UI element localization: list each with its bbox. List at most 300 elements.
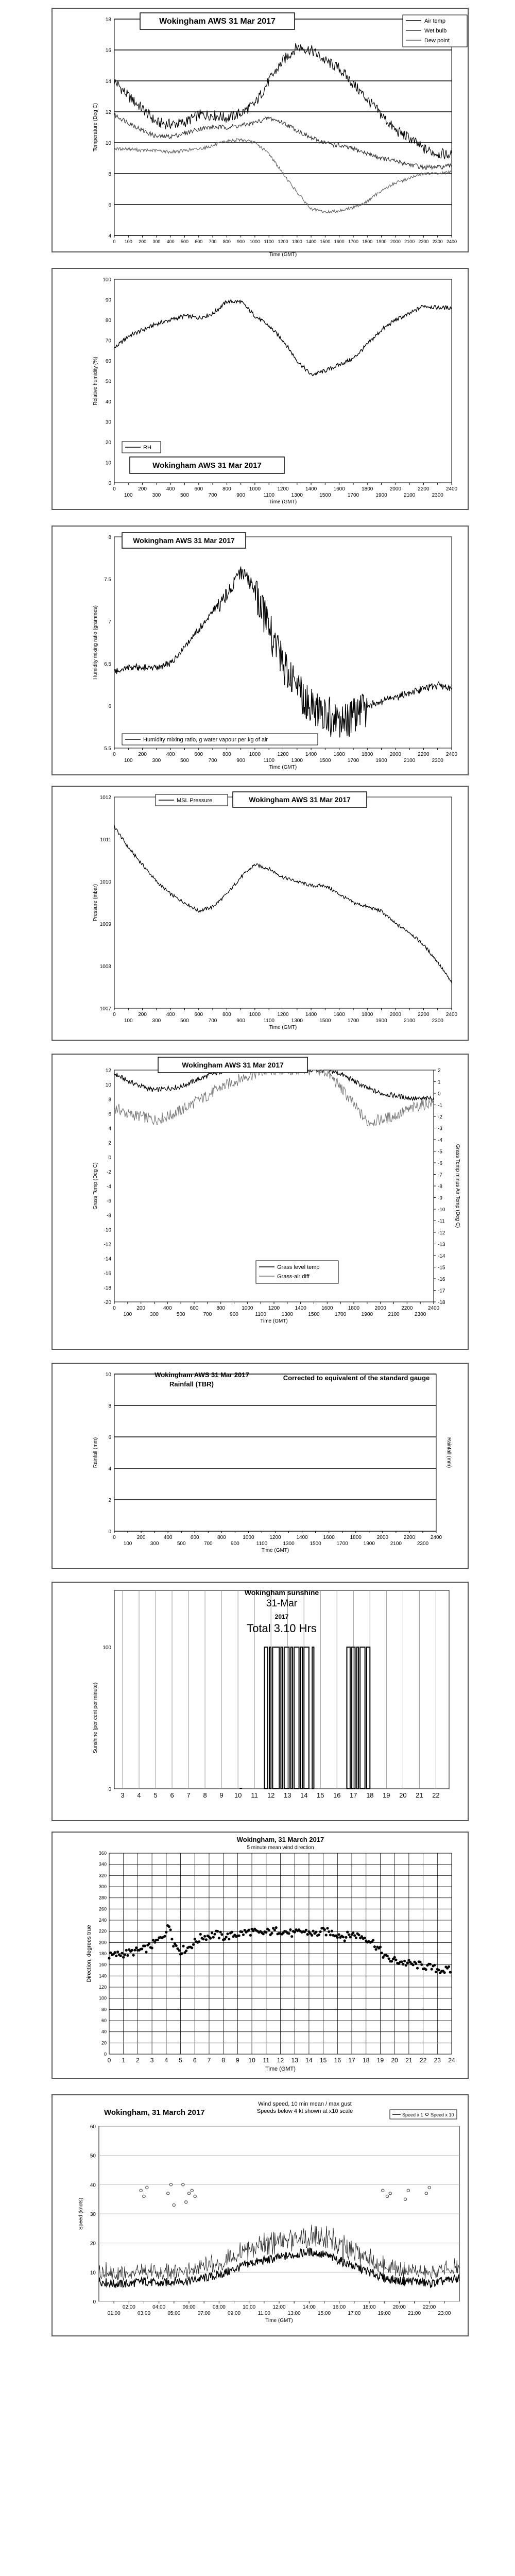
grass-temp-xtick-label: 1100 <box>255 1312 266 1317</box>
wind-direction-xtick-label: 9 <box>236 2057 239 2064</box>
grass-temp-ytick-right-label: -16 <box>438 1277 445 1282</box>
wind-speed-legend-swatch <box>425 2113 428 2115</box>
wind-direction-xtick-label: 7 <box>207 2057 211 2064</box>
grass-temp-xtick-label: 100 <box>123 1312 132 1317</box>
rainfall-xtick-label: 1200 <box>269 1535 281 1540</box>
mixing-ratio-ytick-label: 7 <box>108 619 111 625</box>
temperature-xtick-label: 1000 <box>249 239 260 244</box>
wind-direction-point <box>328 1930 330 1933</box>
humidity-xtick-label: 1500 <box>319 493 331 498</box>
grass-temp-xtick-label: 1900 <box>361 1312 373 1317</box>
wind-speed-xtick-label: 02:00 <box>122 2304 135 2310</box>
wind-speed-x10-point <box>389 2192 391 2195</box>
wind-direction-point <box>218 1937 220 1939</box>
wind-speed-xtick-label: 17:00 <box>348 2311 361 2316</box>
rainfall-title: Wokingham AWS 31 Mar 2017 <box>154 1371 249 1379</box>
wind-direction-ytick-label: 180 <box>98 1951 107 1956</box>
grass-temp-xtick-label: 1600 <box>321 1306 333 1311</box>
temperature-xtick-label: 1100 <box>264 239 274 244</box>
wind-direction-xlabel: Time (GMT) <box>265 2066 296 2072</box>
wind-direction-point <box>435 1971 437 1973</box>
grass-temp-ytick-right-label: -1 <box>438 1103 442 1109</box>
mixing-ratio-xtick-label: 1600 <box>333 752 345 757</box>
pressure-xtick-label: 1800 <box>362 1012 373 1018</box>
rainfall-xtick-label: 2400 <box>430 1535 442 1540</box>
grass-temp-ytick-label: -18 <box>104 1285 111 1291</box>
pressure-xtick-label: 2300 <box>432 1018 443 1024</box>
wind-direction-xtick-label: 10 <box>248 2057 255 2064</box>
wind-direction-xtick-label: 13 <box>291 2057 298 2064</box>
wind-direction-point <box>164 1935 166 1938</box>
wind-direction-title: Wokingham, 31 March 2017 <box>236 1836 324 1843</box>
wind-direction-point <box>415 1962 417 1964</box>
temperature-ytick-label: 4 <box>108 233 111 239</box>
mixing-ratio-title: Wokingham AWS 31 Mar 2017 <box>133 536 235 545</box>
pressure-ytick-label: 1010 <box>99 879 111 885</box>
wind-direction-ytick-label: 100 <box>98 1995 107 2001</box>
grass-temp-ytick-right-label: -5 <box>438 1149 442 1155</box>
grass-temp-ytick-right-label: -12 <box>438 1230 445 1236</box>
grass-temp-xtick-label: 1000 <box>242 1306 253 1311</box>
humidity-xtick-label: 1600 <box>333 486 345 492</box>
rainfall-xtick-label: 2000 <box>376 1535 388 1540</box>
wind-speed-xtick-label: 13:00 <box>287 2311 301 2316</box>
wind-direction-point <box>311 1934 313 1937</box>
wind-direction-point <box>405 1964 407 1967</box>
grass-temp-xtick-label: 1700 <box>335 1312 347 1317</box>
humidity-xtick-label: 1900 <box>375 493 387 498</box>
sunshine-xtick-label: 7 <box>186 1791 191 1799</box>
humidity-ytick-label: 30 <box>105 419 111 426</box>
wind-direction-point <box>352 1931 354 1934</box>
rainfall-ytick-label: 8 <box>108 1403 111 1409</box>
mixing-ratio-xtick-label: 400 <box>166 752 175 757</box>
wind-direction-ytick-label: 220 <box>98 1928 107 1934</box>
grass-temp-ytick-label: -4 <box>107 1184 111 1190</box>
grass-temp-xtick-label: 2400 <box>427 1306 440 1311</box>
wind-direction-ytick-label: 200 <box>98 1940 107 1945</box>
grass-temp-ytick-label: -10 <box>104 1227 111 1233</box>
rainfall-xtick-label: 1300 <box>283 1541 295 1547</box>
temperature-ytick-label: 14 <box>105 79 111 84</box>
wind-direction-point <box>429 1963 432 1965</box>
rainfall-ytick-label: 10 <box>105 1372 111 1378</box>
wind-direction-point <box>241 1930 243 1933</box>
temperature-ytick-label: 10 <box>105 141 111 146</box>
wind-direction-point <box>373 1945 376 1948</box>
rainfall-plot-area <box>114 1374 436 1531</box>
pressure-xtick-label: 100 <box>124 1018 133 1024</box>
pressure-chart <box>53 787 468 1040</box>
wind-direction-point <box>213 1933 216 1936</box>
sunshine-year: 2017 <box>274 1613 289 1620</box>
wind-direction-point <box>182 1945 185 1947</box>
temperature-legend-label: Air temp <box>424 18 445 24</box>
sunshine-xtick-label: 3 <box>121 1791 125 1799</box>
pressure-xtick-label: 400 <box>166 1012 175 1018</box>
wind-speed-x10-point <box>169 2183 172 2186</box>
wind-direction-point <box>357 1934 360 1936</box>
rainfall-ytick-label: 0 <box>108 1529 111 1535</box>
rainfall-xtick-label: 1800 <box>350 1535 362 1540</box>
pressure-xtick-label: 800 <box>222 1012 231 1018</box>
grass-temp-title: Wokingham AWS 31 Mar 2017 <box>182 1061 284 1069</box>
mixing-ratio-ylabel: Humidity mixing ratio (grammes) <box>93 605 98 680</box>
wind-direction-point <box>132 1954 135 1957</box>
sunshine-xtick-label: 12 <box>267 1791 275 1799</box>
wind-speed-xtick-label: 22:00 <box>423 2304 436 2310</box>
temperature-ytick-label: 16 <box>105 48 111 54</box>
pressure-ytick-label: 1009 <box>99 922 111 927</box>
humidity-xtick-label: 1000 <box>249 486 261 492</box>
wind-direction-point <box>199 1933 202 1936</box>
grass-temp-ytick-right-label: -15 <box>438 1265 445 1271</box>
wind-direction-xtick-label: 24 <box>448 2057 455 2064</box>
sunshine-xtick-label: 19 <box>383 1791 390 1799</box>
wind-speed-xtick-label: 05:00 <box>167 2311 181 2316</box>
temperature-xtick-label: 1900 <box>376 239 387 244</box>
wind-direction-point <box>178 1949 180 1952</box>
mixing-ratio-xtick-label: 600 <box>194 752 203 757</box>
mixing-ratio-xtick-label: 1400 <box>305 752 317 757</box>
mixing-ratio-xtick-label: 900 <box>236 758 245 764</box>
pressure-ylabel: Pressure (mbar) <box>93 884 98 922</box>
humidity-ytick-label: 70 <box>105 338 111 344</box>
wind-direction-point <box>393 1956 396 1959</box>
rainfall-chart <box>53 1364 468 1568</box>
temperature-xtick-label: 1200 <box>278 239 288 244</box>
grass-temp-xtick-label: 2000 <box>374 1306 386 1311</box>
grass-temp-ytick-label: -8 <box>107 1213 111 1219</box>
wind-direction-point <box>290 1935 293 1938</box>
wind-direction-point <box>125 1949 128 1952</box>
pressure-ytick-label: 1007 <box>99 1006 111 1012</box>
wind-direction-ytick-label: 260 <box>98 1906 107 1912</box>
wind-direction-subtitle: 5 minute mean wind direction <box>247 1845 314 1851</box>
sunshine-xtick-label: 11 <box>251 1791 258 1799</box>
temperature-xtick-label: 400 <box>166 239 175 244</box>
temperature-xtick-label: 1300 <box>291 239 302 244</box>
wind-direction-point <box>119 1955 122 1957</box>
wind-speed-xtick-label: 06:00 <box>182 2304 196 2310</box>
mixing-ratio-xtick-label: 2100 <box>404 758 416 764</box>
mixing-ratio-xtick-label: 100 <box>124 758 133 764</box>
mixing-ratio-xlabel: Time (GMT) <box>269 765 297 770</box>
mixing-ratio-ytick-label: 8 <box>108 535 111 540</box>
wind-direction-point <box>315 1931 317 1934</box>
wind-speed-ytick-label: 30 <box>90 2212 96 2217</box>
sunshine-xtick-label: 10 <box>234 1791 242 1799</box>
wind-direction-point <box>144 1944 146 1947</box>
pressure-xtick-label: 1500 <box>319 1018 331 1024</box>
wind-speed-x10-point <box>428 2186 431 2189</box>
wind-direction-point <box>151 1947 153 1950</box>
pressure-xtick-label: 2400 <box>445 1012 458 1018</box>
sunshine-ytick-label: 100 <box>102 1645 111 1651</box>
mixing-ratio-chart <box>53 527 468 774</box>
wind-direction-point <box>265 1931 267 1934</box>
wind-direction-point <box>242 1934 245 1936</box>
mixing-ratio-plot-area <box>114 537 452 748</box>
wind-direction-point <box>203 1935 206 1938</box>
wind-direction-xtick-label: 0 <box>107 2057 111 2064</box>
wind-speed-x10-point <box>143 2195 145 2197</box>
wind-speed-x10-point <box>140 2189 142 2192</box>
wind-speed-ylabel: Speed (knots) <box>78 2197 84 2230</box>
temperature-xtick-label: 2300 <box>432 239 443 244</box>
wind-direction-point <box>289 1928 291 1931</box>
wind-speed-ytick-label: 40 <box>90 2182 96 2189</box>
humidity-xtick-label: 1200 <box>277 486 289 492</box>
wind-direction-xtick-label: 17 <box>348 2057 355 2064</box>
grass-temp-ytick-right-label: -13 <box>438 1242 445 1248</box>
wind-direction-point <box>419 1961 421 1963</box>
rainfall-subtitle: Rainfall (TBR) <box>169 1380 214 1388</box>
temperature-xtick-label: 1600 <box>334 239 345 244</box>
humidity-xtick-label: 1700 <box>347 493 359 498</box>
temperature-xtick-label: 500 <box>180 239 188 244</box>
wind-direction-xtick-label: 20 <box>391 2057 398 2064</box>
pressure-xtick-label: 900 <box>236 1018 245 1024</box>
humidity-xtick-label: 900 <box>236 493 245 498</box>
temperature-xlabel: Time (GMT) <box>269 252 297 258</box>
wind-direction-point <box>228 1938 230 1940</box>
wind-direction-xtick-label: 4 <box>164 2057 168 2064</box>
humidity-ytick-label: 50 <box>105 379 111 385</box>
rainfall-xtick-label: 300 <box>150 1541 159 1547</box>
grass-temp-xtick-label: 1400 <box>295 1306 306 1311</box>
rainfall-xtick-label: 2300 <box>417 1541 429 1547</box>
wind-direction-point <box>342 1936 345 1938</box>
grass-temp-ytick-label: -6 <box>107 1198 111 1205</box>
wind-direction-xtick-label: 3 <box>150 2057 154 2064</box>
grass-temp-ytick-label: -16 <box>104 1270 111 1277</box>
temperature-xtick-label: 1800 <box>362 239 373 244</box>
grass-temp-ytick-label: 4 <box>108 1126 111 1132</box>
pressure-panel <box>52 786 469 1041</box>
humidity-xtick-label: 2400 <box>445 486 458 492</box>
wind-direction-point <box>108 1957 110 1959</box>
wind-direction-point <box>219 1931 222 1934</box>
grass-temp-xtick-label: 1300 <box>281 1312 293 1317</box>
wind-direction-ytick-label: 120 <box>98 1985 107 1990</box>
humidity-xtick-label: 600 <box>194 486 203 492</box>
wind-direction-point <box>379 1946 382 1948</box>
wind-direction-point <box>121 1952 123 1955</box>
wind-direction-point <box>345 1936 347 1939</box>
humidity-ytick-label: 100 <box>102 277 111 283</box>
wind-direction-point <box>448 1965 450 1968</box>
sunshine-xtick-label: 9 <box>219 1791 224 1799</box>
mixing-ratio-xtick-label: 2200 <box>418 752 430 757</box>
wind-speed-x10-point <box>167 2192 169 2195</box>
mixing-ratio-xtick-label: 1100 <box>263 758 274 764</box>
temperature-xtick-label: 300 <box>152 239 161 244</box>
rainfall-xtick-label: 900 <box>231 1541 239 1547</box>
wind-direction-point <box>288 1932 290 1935</box>
wind-direction-point <box>175 1944 178 1947</box>
wind-direction-point <box>433 1964 436 1967</box>
mixing-ratio-xtick-label: 1800 <box>362 752 373 757</box>
wind-speed-x10-point <box>404 2198 406 2200</box>
rainfall-ytick-label: 6 <box>108 1435 111 1440</box>
wind-direction-point <box>403 1960 406 1962</box>
wind-direction-point <box>375 1948 377 1951</box>
rainfall-xtick-label: 1900 <box>363 1541 375 1547</box>
wind-speed-subtitle: Wind speed, 10 min mean / max gust <box>258 2101 352 2107</box>
wind-direction-xtick-label: 18 <box>363 2057 370 2064</box>
wind-speed-x10-point <box>194 2195 196 2197</box>
rainfall-xlabel: Time (GMT) <box>261 1548 289 1553</box>
wind-direction-point <box>338 1933 340 1936</box>
humidity-xtick-label: 2100 <box>404 493 416 498</box>
mixing-ratio-xtick-label: 800 <box>222 752 231 757</box>
wind-direction-point <box>294 1931 296 1934</box>
wind-direction-point <box>305 1929 307 1931</box>
wind-speed-ytick-label: 0 <box>93 2299 96 2305</box>
wind-direction-point <box>168 1925 170 1928</box>
wind-direction-point <box>394 1959 397 1961</box>
sunshine-xtick-label: 13 <box>283 1791 291 1799</box>
humidity-xtick-label: 2000 <box>389 486 401 492</box>
pressure-xtick-label: 1600 <box>333 1012 345 1018</box>
rainfall-xtick-label: 1100 <box>256 1541 268 1547</box>
pressure-xtick-label: 2200 <box>418 1012 430 1018</box>
grass-temp-ytick-right-label: -4 <box>438 1138 442 1143</box>
pressure-legend-label: MSL Pressure <box>177 798 213 804</box>
grass-temp-ytick-label: 12 <box>105 1068 111 1074</box>
sunshine-xtick-label: 6 <box>170 1791 174 1799</box>
pressure-xtick-label: 1200 <box>277 1012 289 1018</box>
wind-direction-ytick-label: 160 <box>98 1962 107 1968</box>
wind-speed-legend-label: Speed x 1 <box>402 2112 423 2117</box>
sunshine-ylabel: Sunshine (per cent per minute) <box>93 1682 98 1754</box>
grass-temp-xtick-label: 200 <box>136 1306 146 1311</box>
grass-temp-ytick-right-label: -6 <box>438 1161 442 1166</box>
grass-temp-ytick-label: 0 <box>108 1155 111 1161</box>
wind-direction-ytick-label: 80 <box>101 2007 107 2012</box>
wind-direction-ytick-label: 140 <box>98 1973 107 1979</box>
wind-speed-xtick-label: 14:00 <box>302 2304 316 2310</box>
pressure-xtick-label: 500 <box>180 1018 189 1024</box>
grass-temp-ylabel: Grass Temp (Deg C) <box>93 1162 98 1210</box>
wind-direction-point <box>169 1928 172 1931</box>
humidity-xtick-label: 2300 <box>432 493 443 498</box>
grass-temp-chart <box>53 1055 468 1349</box>
pressure-xtick-label: 1100 <box>263 1018 274 1024</box>
rainfall-note: Corrected to equivalent of the standard gauge <box>283 1374 430 1382</box>
humidity-xtick-label: 1800 <box>362 486 373 492</box>
wind-speed-chart <box>53 2095 468 2335</box>
wind-speed-note: Speeds below 4 kt shown at x10 scale <box>256 2108 353 2114</box>
wind-direction-point <box>212 1936 215 1939</box>
wind-direction-xtick-label: 5 <box>179 2057 182 2064</box>
sunshine-xtick-label: 15 <box>317 1791 324 1799</box>
wind-speed-ytick-label: 10 <box>90 2270 96 2276</box>
wind-speed-x10-point <box>187 2192 190 2195</box>
sunshine-xtick-label: 16 <box>333 1791 341 1799</box>
temperature-ytick-label: 6 <box>108 202 111 208</box>
wind-direction-point <box>211 1931 213 1934</box>
pressure-xtick-label: 1400 <box>305 1012 317 1018</box>
rainfall-ylabel: Rainfall (mm) <box>93 1437 98 1468</box>
wind-speed-xtick-label: 01:00 <box>107 2311 121 2316</box>
temperature-xtick-label: 1500 <box>320 239 331 244</box>
temperature-xtick-label: 700 <box>209 239 217 244</box>
grass-temp-ytick-right-label: 0 <box>438 1091 441 1097</box>
wind-direction-xtick-label: 11 <box>263 2057 270 2064</box>
rainfall-panel <box>52 1363 469 1569</box>
pressure-ytick-label: 1012 <box>99 795 111 801</box>
grass-temp-ytick-right-label: -14 <box>438 1253 445 1259</box>
mixing-ratio-xtick-label: 0 <box>113 752 116 757</box>
mixing-ratio-xtick-label: 200 <box>138 752 147 757</box>
temperature-xtick-label: 900 <box>237 239 245 244</box>
sunshine-xtick-label: 22 <box>432 1791 440 1799</box>
grass-temp-ytick-label: 8 <box>108 1097 111 1103</box>
wind-direction-xtick-label: 14 <box>305 2057 313 2064</box>
sunshine-panel <box>52 1582 469 1821</box>
temperature-ytick-label: 8 <box>108 172 111 177</box>
humidity-ytick-label: 0 <box>108 481 111 486</box>
grass-temp-panel <box>52 1054 469 1350</box>
mixing-ratio-xtick-label: 1700 <box>347 758 359 764</box>
grass-temp-xtick-label: 2100 <box>388 1312 400 1317</box>
humidity-xtick-label: 1400 <box>305 486 317 492</box>
wind-direction-point <box>363 1937 366 1939</box>
wind-direction-point <box>191 1946 193 1949</box>
grass-temp-ytick-label: -2 <box>107 1169 111 1175</box>
rainfall-xtick-label: 1400 <box>296 1535 308 1540</box>
wind-speed-xtick-label: 11:00 <box>258 2311 270 2316</box>
pressure-xtick-label: 200 <box>138 1012 147 1018</box>
wind-direction-xtick-label: 22 <box>419 2057 427 2064</box>
wind-direction-point <box>438 1969 440 1971</box>
wind-speed-title: Wokingham, 31 March 2017 <box>104 2108 205 2117</box>
wind-direction-point <box>273 1929 276 1931</box>
wind-direction-ytick-label: 60 <box>101 2018 107 2023</box>
wind-direction-point <box>122 1956 125 1958</box>
humidity-title: Wokingham AWS 31 Mar 2017 <box>152 461 262 470</box>
wind-speed-x10-point <box>191 2189 193 2192</box>
mixing-ratio-xtick-label: 1200 <box>277 752 289 757</box>
temperature-chart <box>53 9 468 258</box>
sunshine-ytick-label: 0 <box>108 1787 111 1792</box>
wind-speed-xtick-label: 20:00 <box>392 2304 406 2310</box>
grass-temp-ytick-right-label: -11 <box>438 1218 445 1225</box>
wind-direction-point <box>386 1955 389 1957</box>
wind-speed-ytick-label: 50 <box>90 2153 96 2159</box>
wind-direction-point <box>318 1934 320 1936</box>
sunshine-chart <box>53 1583 468 1820</box>
pressure-xtick-label: 1900 <box>375 1018 387 1024</box>
pressure-xtick-label: 0 <box>113 1012 116 1018</box>
wind-direction-ytick-label: 240 <box>98 1918 107 1923</box>
wind-direction-point <box>194 1938 196 1940</box>
humidity-ytick-label: 60 <box>105 359 111 364</box>
grass-temp-legend-label: Grass level temp <box>277 1264 320 1270</box>
wind-direction-point <box>231 1931 233 1934</box>
wind-direction-point <box>216 1930 219 1933</box>
humidity-xtick-label: 100 <box>124 493 133 498</box>
temperature-ytick-label: 12 <box>105 110 111 115</box>
grass-temp-xtick-label: 2200 <box>401 1306 413 1311</box>
grass-temp-xtick-label: 700 <box>203 1312 212 1317</box>
wind-speed-xtick-label: 19:00 <box>377 2311 391 2316</box>
wind-direction-point <box>126 1954 129 1957</box>
grass-temp-ytick-label: 10 <box>105 1082 111 1089</box>
temperature-legend-label: Dew point <box>424 38 450 44</box>
